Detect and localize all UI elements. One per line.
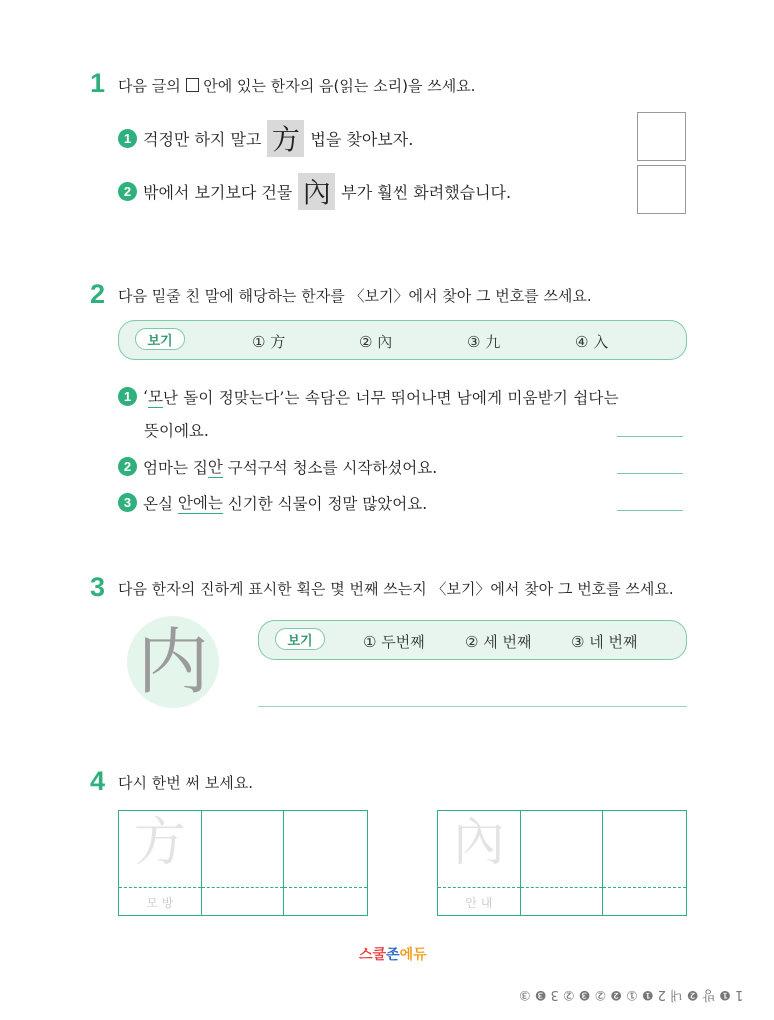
question-2-number: 2 — [90, 279, 106, 309]
dashed-guide — [438, 887, 520, 888]
dashed-guide — [202, 887, 284, 888]
item-text-pre: 걱정만 하지 말고 — [143, 129, 262, 149]
item-text-pre: 온실 — [143, 494, 173, 513]
item-text-pre: 밖에서 보기보다 건물 — [143, 182, 293, 202]
item-text-post: 부가 훨씬 화려했습니다. — [341, 182, 512, 202]
item-number-badge: 3 — [118, 493, 137, 512]
underlined-word: 모 — [148, 385, 163, 408]
answer-box-1[interactable] — [637, 112, 686, 161]
question-2-item-3 — [118, 491, 427, 514]
writing-cell[interactable] — [202, 811, 285, 915]
item-text-post: 신기한 식물이 정말 많았어요. — [227, 494, 428, 513]
question-2-item-1-line2: 뜻이에요. — [144, 422, 209, 440]
bogi-box-q3 — [258, 620, 687, 660]
answer-box-2[interactable] — [637, 165, 686, 214]
trace-hanja: 方 — [133, 813, 186, 873]
item-number-badge: 1 — [118, 387, 137, 406]
writing-cell[interactable] — [284, 811, 367, 915]
logo-part-3: 에듀 — [399, 946, 427, 962]
question-1-instruction-pre: 다음 글의 — [118, 77, 181, 95]
logo-part-1: 스쿨 — [359, 946, 387, 962]
bogi-option-4: ④ 入 — [575, 333, 609, 351]
bogi-box-q2 — [118, 320, 687, 360]
blank-square-icon — [186, 78, 199, 92]
bogi-option-2: ② 內 — [359, 333, 393, 351]
question-2-item-1 — [118, 385, 619, 408]
dashed-guide — [603, 887, 686, 888]
answer-line-q3[interactable] — [258, 706, 687, 707]
item-number-badge: 2 — [118, 182, 137, 201]
question-2-instruction: 다음 밑줄 친 말에 해당하는 한자를 〈보기〉에서 찾아 그 번호를 쓰세요. — [118, 287, 592, 305]
underlined-word: 안에는 — [178, 491, 223, 514]
stroke-hanja: 内 — [136, 620, 209, 704]
trace-hanja: 內 — [452, 813, 505, 873]
bogi-option-3: ③ 九 — [467, 333, 501, 351]
question-1-instruction-post: 안에 있는 한자의 음(읽는 소리)을 쓰세요. — [203, 77, 476, 95]
bogi-option-3: ③ 네 번째 — [571, 633, 638, 651]
writing-grid-1 — [118, 810, 368, 916]
question-3-instruction: 다음 한자의 진하게 표시한 획은 몇 번째 쓰는지 〈보기〉에서 찾아 그 번호를 쓰세요. — [118, 580, 674, 598]
bogi-option-2: ② 세 번째 — [465, 633, 532, 651]
bogi-label: 보기 — [275, 628, 325, 650]
question-1-item-1 — [118, 118, 413, 158]
writing-cell[interactable] — [521, 811, 604, 915]
question-3-number: 3 — [90, 572, 106, 602]
dashed-guide — [521, 887, 603, 888]
dashed-guide — [284, 887, 367, 888]
item-text-pre: 엄마는 집 — [143, 458, 208, 477]
item-text-post: 구석구석 청소를 시작하셨어요. — [227, 458, 438, 477]
answer-line-q2-3[interactable] — [617, 510, 683, 511]
question-1-item-2 — [118, 171, 511, 211]
answer-line-q2-1[interactable] — [617, 436, 683, 437]
question-1-number: 1 — [90, 68, 106, 98]
dashed-guide — [119, 887, 201, 888]
question-1-instruction — [118, 75, 475, 96]
item-text: 난 돌이 정맞는다’는 속담은 너무 뛰어나면 남에게 미움받기 쉽다는 — [162, 388, 619, 407]
writing-cell[interactable] — [438, 811, 521, 915]
quote-mark: ‘ — [143, 387, 148, 406]
item-number-badge: 1 — [118, 129, 137, 148]
bogi-option-1: ① 方 — [252, 333, 286, 351]
publisher-logo — [359, 944, 427, 964]
upside-down-answers: 1 ❶ 방 ❷ 내 2 ❶ ① ❷ ② ❸ ② 3 ❸ ③ — [519, 987, 744, 1002]
hanja-reading: 모 방 — [146, 896, 174, 910]
writing-cell[interactable] — [119, 811, 202, 915]
writing-grid-2 — [437, 810, 687, 916]
underlined-word: 안 — [208, 455, 223, 478]
logo-part-2: 존 — [386, 946, 400, 962]
item-text-post: 법을 찾아보자. — [310, 129, 414, 149]
answer-line-q2-2[interactable] — [617, 473, 683, 474]
question-4-instruction: 다시 한번 써 보세요. — [118, 774, 253, 792]
writing-cell[interactable] — [603, 811, 686, 915]
question-4-number: 4 — [90, 766, 106, 796]
bogi-label: 보기 — [135, 328, 185, 350]
hanja-reading: 안 내 — [465, 896, 493, 910]
highlighted-hanja: 方 — [267, 120, 304, 157]
question-2-item-2 — [118, 455, 437, 478]
hanja-stroke-circle — [127, 616, 219, 708]
highlighted-hanja: 內 — [298, 173, 335, 210]
item-number-badge: 2 — [118, 457, 137, 476]
bogi-option-1: ① 두번째 — [363, 633, 425, 651]
